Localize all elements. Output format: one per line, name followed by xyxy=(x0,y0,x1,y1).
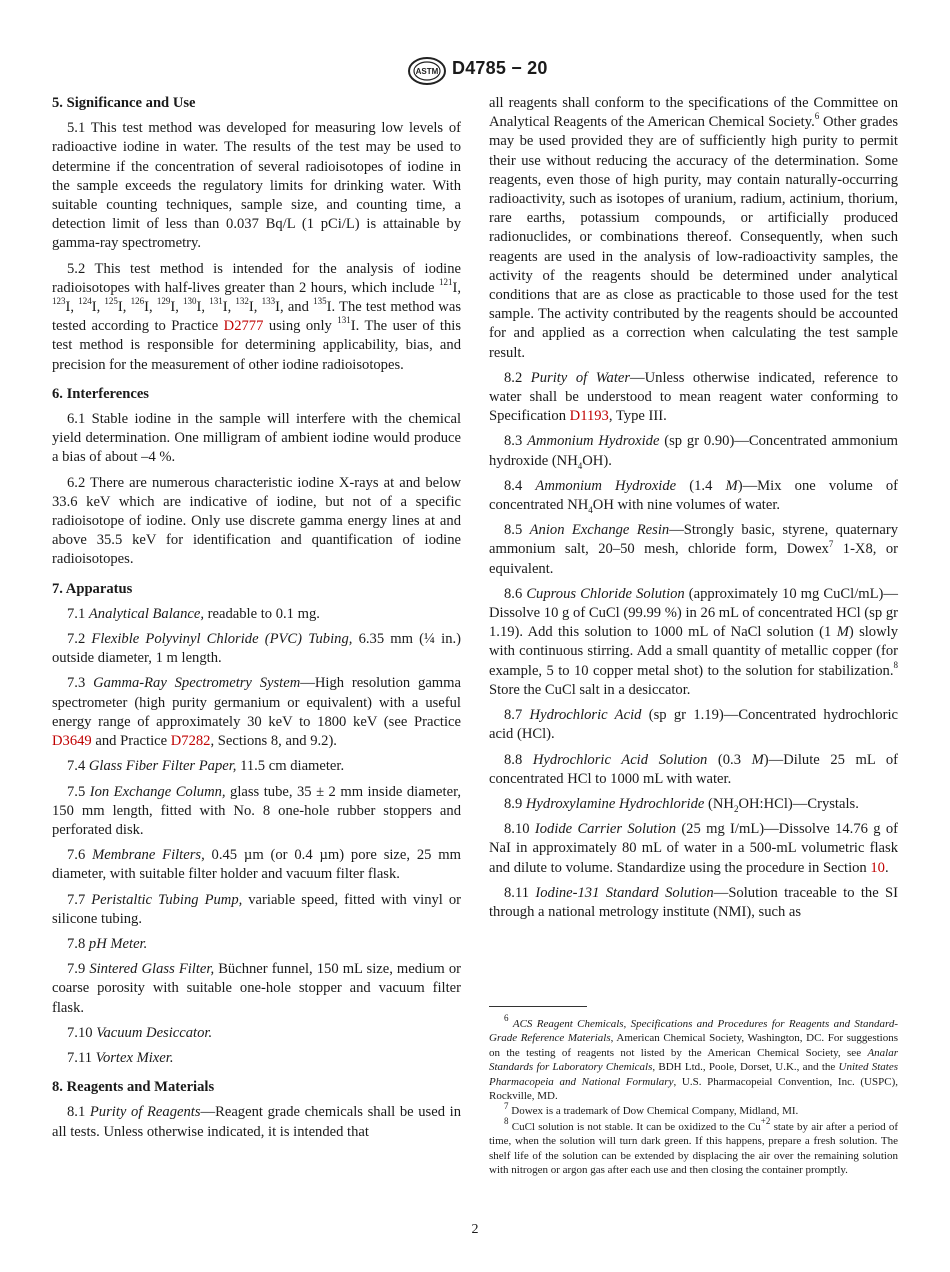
para-8-5: 8.5 Anion Exchange Resin—Strongly basic, styrene, quaternary ammonium salt, 20–50 mesh, chloride form, Dowex$^7$ 1-X8, or equivalent. xyxy=(489,522,898,577)
para-8-8: 8.8 Hydrochloric Acid Solution (0.3 M)—Dilute 25 mL of concentrated HCl to 1000 mL with water. xyxy=(489,751,899,787)
page-number: 2 xyxy=(471,1222,479,1237)
page-header xyxy=(0,55,950,89)
para-8-2: 8.2 Purity of Water—Unless otherwise indicated, reference to water shall be understood to mean reagent water conforming to Specification D1193, Type III. xyxy=(489,369,899,425)
para-6-2: 6.2 There are numerous characteristic iodine X-rays at and below 33.6 keV which are indicative of iodine, but not of a specific radioisotope of iodine. Only use discrete gamma energy lines at and above 35.5 keV for identification and quantification of iodine radioisotopes. xyxy=(52,474,461,568)
para-7-5: 7.5 Ion Exchange Column, glass tube, 35 ± 2 mm inside diameter, 150 mm length, fitted with No. 8 one-hole rubber stoppers and perforated disk. xyxy=(52,783,461,838)
section-7-heading: 7. Apparatus xyxy=(52,580,133,597)
left-column xyxy=(52,94,461,1148)
footnote-ref-8[interactable]: 8 xyxy=(893,659,898,670)
para-8-1-continued: all reagents shall conform to the specifications of the Committee on Analytical Reagents of the American Chemical Society.$^6$ Other grades may be used provided they are of sufficiently high purity to permit their use without reducing the accuracy of the determination. Some reagents, even those of high purity, may contain naturally-occurring radioactivity, such as isotopes of uranium, radium, actinium, thorium, rare earths, potassium compounds, or artificially produced radionuclides, or combinations thereof. Consequently, when such reagents are used in the analysis of low-radioactivity samples, the activity of the reagents should be determined under analytical conditions that are as close as practicable to those used for the test sample. The activity contributed by the reagents should be accounted for and applied as a correction when calculating the test sample result. xyxy=(489,95,898,361)
footnote-7: $^7$ Dowex is a trademark of Dow Chemical Company, Midland, MI. xyxy=(504,1100,799,1118)
para-8-3: 8.3 Ammonium Hydroxide (sp gr 0.90)—Concentrated ammonium hydroxide $(NH_4OH)$. xyxy=(489,433,899,471)
para-8-4: 8.4 Ammonium Hydroxide (1.4 M)—Mix one volume of concentrated $NH_4OH$ with nine volumes of water. xyxy=(489,477,898,515)
link-d7282[interactable]: D7282 xyxy=(170,733,211,750)
para-7-3: 7.3 Gamma-Ray Spectrometry System—High resolution gamma spectrometer (high purity germanium or equivalent) with a useful energy range of approximately 30 keV to 1800 keV (see Practice D3649 and Practice D7282, Sections 8, and 9.2). xyxy=(52,675,461,750)
section-5-heading: 5. Significance and Use xyxy=(52,95,196,111)
footnote-divider xyxy=(489,1006,587,1007)
para-6-1: 6.1 Stable iodine in the sample will interfere with the chemical yield determination. One milligram of ambient iodine would produce a bias of about –4 %. xyxy=(52,411,461,466)
para-7-4: 7.4 Glass Fiber Filter Paper, 11.5 cm diameter. xyxy=(67,758,345,775)
footnote-6: $^6$ ACS Reagent Chemicals, Specifications and Procedures for Reagents and Standard-Grade Reference Materials, American Chemical Society, Washington, DC. For suggestions on the testing of reagents not listed by the American Chemical Society, see Analar Standards for Laboratory Chemicals, BDH Ltd., Poole, Dorset, U.K., and the United States Pharmacopeia and National Formulary, U.S. Pharmacopeial Convention, Inc. (USPC), Rockville, MD. xyxy=(489,1013,899,1103)
right-column xyxy=(489,94,898,928)
link-d2777[interactable]: D2777 xyxy=(223,318,264,335)
footnote-8: $^8$ CuCl solution is not stable. It can be oxidized to the $Cu^{+2}$ state by air after a period of time, when the solution will turn dark green. If this happens, prepare a fresh solution. The shelf life of the solution can be extended by displacing the air over the remaining solution with nitrogen or argon gas after each use and then closing the container promptly. xyxy=(489,1116,898,1177)
para-8-1: 8.1 Purity of Reagents—Reagent grade chemicals shall be used in all tests. Unless otherwise indicated, it is intended that xyxy=(52,1104,461,1140)
footnote-ref-7[interactable]: 7 xyxy=(828,538,834,549)
para-5-2: 5.2 This test method is intended for the analysis of iodine radioisotopes with half-lives greater than 2 hours, which include $^{121}$I, $^{123}$I, $^{124}$I, $^{125}$I, $^{126}$I, $^{129}$I, $^{130}$I, $^{131}$I, $^{132}$I, $^{133}$I, and $^{135}$I. The test method was tested according to Practice D2777 using only $^{131}$I. The user of this test method is responsible for determining applicability, bias, and precision for the measurement of other iodine radioisotopes. xyxy=(52,260,461,373)
para-7-6: 7.6 Membrane Filters, 0.45 µm (or 0.4 µm) pore size, 25 mm diameter, with suitable filter holder and vacuum filter flask. xyxy=(52,847,461,883)
para-8-9: 8.9 Hydroxylamine Hydrochloride $(NH_2OH:HCl)—Crystals$. xyxy=(504,795,859,814)
para-8-10: 8.10 Iodide Carrier Solution (25 mg I/mL)—Dissolve 14.76 g of NaI in approximately 80 mL of water in a 500-mL volumetric flask and dilute to volume. Standardize using the procedure in Section 10. xyxy=(489,821,898,876)
para-7-1: 7.1 Analytical Balance, readable to 0.1 mg. xyxy=(67,605,320,622)
para-7-11: 7.11 Vortex Mixer. xyxy=(67,1049,174,1066)
astm-logo-icon xyxy=(407,56,447,86)
standard-designation: D4785 − 20 xyxy=(452,58,548,78)
svg-text:ASTM: ASTM xyxy=(415,67,439,76)
para-7-8: 7.8 pH Meter. xyxy=(67,935,148,952)
para-8-6: 8.6 Cuprous Chloride Solution (approximately 10 mg CuCl/mL)—Dissolve 10 g of CuCl (99.99 %) in 26 mL of concentrated HCl (sp gr 1.19). Add this solution to 1000 mL of NaCl solution (1 M) slowly with continuous stirring. Add a small quantity of metallic copper (for example, 5 to 10 copper metal shot) to the solution for stabilization.$^8$ Store the CuCl salt in a desiccator. xyxy=(489,585,898,698)
section-6-heading: 6. Interferences xyxy=(52,385,149,402)
para-8-7: 8.7 Hydrochloric Acid (sp gr 1.19)—Concentrated hydrochloric acid (HCl). xyxy=(489,707,898,743)
footnotes xyxy=(489,1013,899,1178)
para-7-2: 7.2 Flexible Polyvinyl Chloride (PVC) Tubing, 6.35 mm (¼ in.) outside diameter, 1 m length. xyxy=(52,631,461,667)
footnote-ref-6[interactable]: 6 xyxy=(814,111,820,122)
para-5-1: 5.1 This test method was developed for measuring low levels of radioactive iodine in water. The results of the test may be used to determine if the concentration of several radioisotopes of iodine in the sample exceeds the regulatory limits for drinking water. With suitable counting techniques, sample size, and counting time, a detection limit of less than 0.037 Bq/L (1 pCi/L) is attainable by gamma-ray spectrometry. xyxy=(52,120,461,252)
para-7-7: 7.7 Peristaltic Tubing Pump, variable speed, fitted with vinyl or silicone tubing. xyxy=(52,891,461,927)
para-7-9: 7.9 Sintered Glass Filter, Büchner funnel, 150 mL size, medium or coarse porosity with suitable one-hole stopper and vacuum filter flask. xyxy=(52,961,461,1016)
link-section-10[interactable]: 10 xyxy=(870,859,885,876)
link-d1193[interactable]: D1193 xyxy=(569,408,609,425)
link-d3649[interactable]: D3649 xyxy=(52,733,92,750)
para-7-10: 7.10 Vacuum Desiccator. xyxy=(67,1024,213,1041)
section-8-heading: 8. Reagents and Materials xyxy=(52,1079,215,1096)
para-8-11: 8.11 Iodine-131 Standard Solution—Solution traceable to the SI through a national metrology institute (NMI), such as xyxy=(489,884,898,920)
